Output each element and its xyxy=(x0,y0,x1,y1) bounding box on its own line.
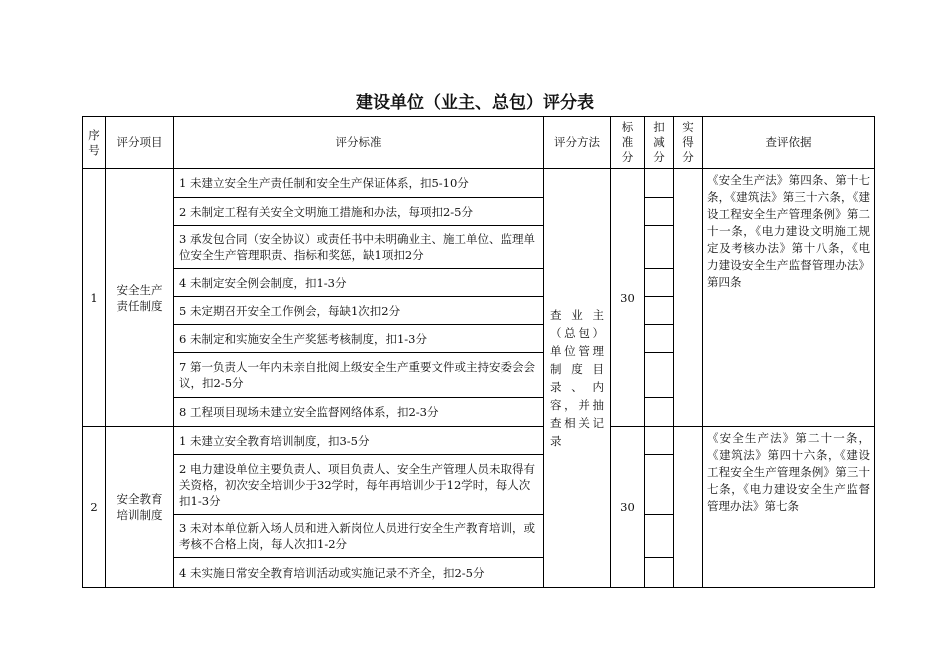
deduct-cell xyxy=(645,169,674,198)
section-number: 1 xyxy=(83,169,106,427)
criterion-text: 2 未制定工程有关安全文明施工措施和办法，每项扣2-5分 xyxy=(174,198,544,226)
criterion-text: 3 承发包合同（安全协议）或责任书中未明确业主、施工单位、监理单位安全生产管理职责、指标和奖惩，缺1项扣2分 xyxy=(174,226,544,269)
section-number: 2 xyxy=(83,427,106,588)
scoring-table xyxy=(82,116,875,588)
criterion-text: 4 未制定安全例会制度，扣1-3分 xyxy=(174,269,544,297)
deduct-cell xyxy=(645,297,674,325)
header-std-score: 标准分 xyxy=(611,117,645,169)
deduct-cell xyxy=(645,198,674,226)
header-item: 评分项目 xyxy=(106,117,174,169)
standard-score: 30 xyxy=(611,427,645,588)
section-item: 安全教育培训制度 xyxy=(106,427,174,588)
header-actual: 实得分 xyxy=(674,117,703,169)
criterion-text: 2 电力建设单位主要负责人、项目负责人、安全生产管理人员未取得有关资格，初次安全培训少于32学时，每年再培训少于12学时，每人次扣1-3分 xyxy=(174,455,544,515)
criterion-text: 1 未建立安全生产责任制和安全生产保证体系，扣5-10分 xyxy=(174,169,544,198)
standard-score: 30 xyxy=(611,169,645,427)
criterion-text: 6 未制定和实施安全生产奖惩考核制度，扣1-3分 xyxy=(174,325,544,353)
actual-score-cell xyxy=(674,169,703,427)
scoring-method: 查业主（总包）单位管理制度目录、内容，并抽查相关记录 xyxy=(544,169,611,588)
criterion-text: 3 未对本单位新入场人员和进入新岗位人员进行安全生产教育培训，或考核不合格上岗，每人次扣1-2分 xyxy=(174,515,544,558)
deduct-cell xyxy=(645,269,674,297)
deduct-cell xyxy=(645,515,674,558)
table-header-row xyxy=(83,117,875,169)
criterion-text: 7 第一负责人一年内未亲自批阅上级安全生产重要文件或主持安委会会议，扣2-5分 xyxy=(174,353,544,398)
header-basis: 查评依据 xyxy=(703,117,875,169)
table-row xyxy=(83,427,875,455)
evaluation-basis: 《安全生产法》第四条、第十七条，《建筑法》第三十六条，《建设工程安全生产管理条例》第二十一条，《电力建设文明施工规定及考核办法》第十八条，《电力建设安全生产监督管理办法》第四条 xyxy=(703,169,875,427)
actual-score-cell xyxy=(674,427,703,588)
header-deduct: 扣减分 xyxy=(645,117,674,169)
criterion-text: 8 工程项目现场未建立安全监督网络体系，扣2-3分 xyxy=(174,398,544,427)
deduct-cell xyxy=(645,226,674,269)
deduct-cell xyxy=(645,455,674,515)
header-seq: 序号 xyxy=(83,117,106,169)
deduct-cell xyxy=(645,558,674,588)
deduct-cell xyxy=(645,427,674,455)
evaluation-basis: 《安全生产法》第二十一条，《建筑法》第四十六条，《建设工程安全生产管理条例》第三十七条，《电力建设安全生产监督管理办法》第七条 xyxy=(703,427,875,588)
header-standard: 评分标准 xyxy=(174,117,544,169)
criterion-text: 5 未定期召开安全工作例会，每缺1次扣2分 xyxy=(174,297,544,325)
table-row xyxy=(83,169,875,198)
criterion-text: 1 未建立安全教育培训制度，扣3-5分 xyxy=(174,427,544,455)
criterion-text: 4 未实施日常安全教育培训活动或实施记录不齐全，扣2-5分 xyxy=(174,558,544,588)
header-method: 评分方法 xyxy=(544,117,611,169)
deduct-cell xyxy=(645,398,674,427)
page-title: 建设单位（业主、总包）评分表 xyxy=(356,93,594,113)
deduct-cell xyxy=(645,353,674,398)
section-item: 安全生产责任制度 xyxy=(106,169,174,427)
deduct-cell xyxy=(645,325,674,353)
